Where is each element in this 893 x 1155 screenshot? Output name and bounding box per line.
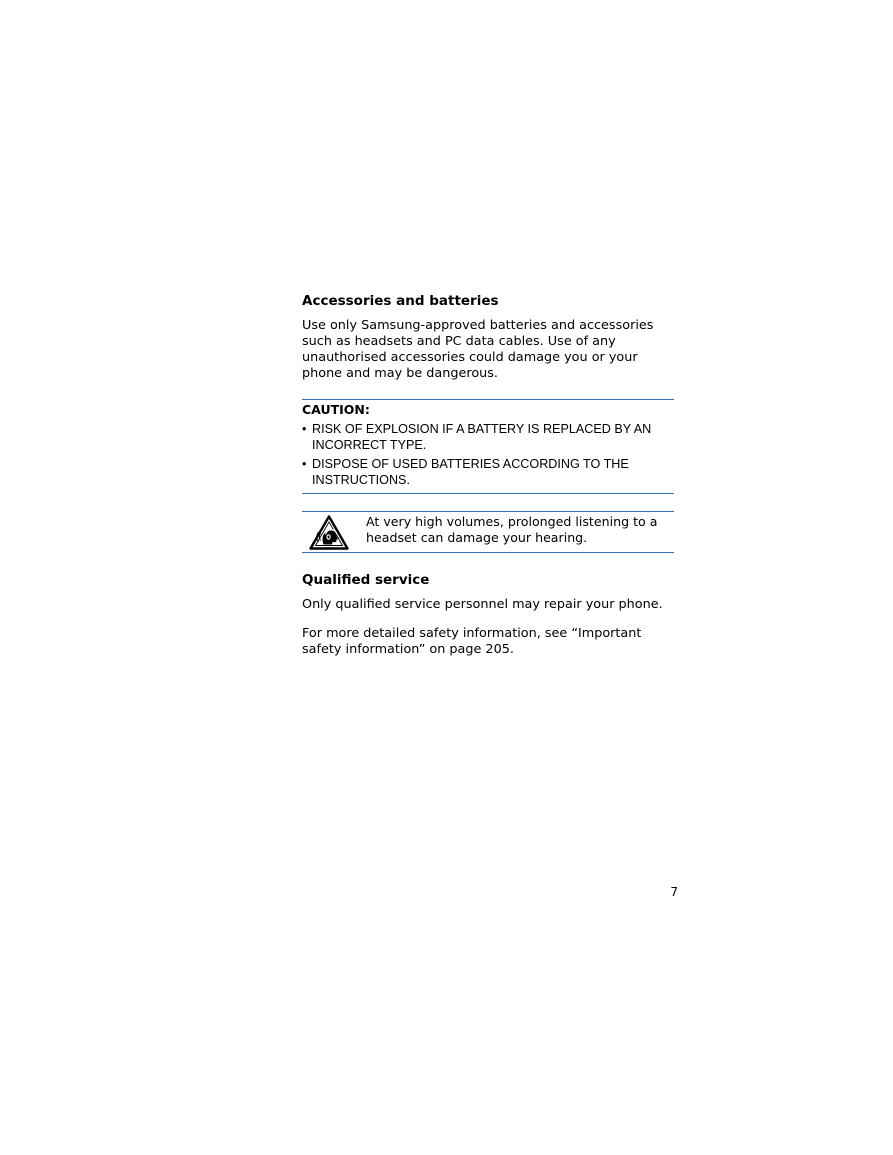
caution-item: [302, 421, 674, 453]
caution-list: [302, 421, 674, 488]
hearing-warning-icon: [309, 515, 349, 550]
qualified-service-heading: Qualified service: [302, 572, 430, 588]
bullet: •: [302, 422, 307, 436]
page-number: 7: [670, 885, 678, 899]
caution-title: CAUTION:: [302, 402, 370, 417]
more-info-text: For more detailed safety information, see “Important safety information” on page 205.: [302, 626, 642, 657]
hearing-warning-box: [302, 511, 674, 553]
hearing-warning-text: At very high volumes, prolonged listening to a headset can damage your hearing.: [366, 514, 658, 545]
accessories-body: Use only Samsung-approved batteries and accessories such as headsets and PC data cables. Use of any unauthorised accessories could damage you or your phone and may be dangerous.: [302, 318, 654, 381]
accessories-heading: Accessories and batteries: [302, 293, 499, 309]
caution-item: [302, 456, 674, 488]
caution-box: [302, 399, 674, 494]
caution-item-text: RISK OF EXPLOSION IF A BATTERY IS REPLACED BY AN INCORRECT TYPE.: [312, 422, 652, 452]
caution-item-text: DISPOSE OF USED BATTERIES ACCORDING TO THE INSTRUCTIONS.: [312, 457, 629, 487]
qualified-service-section: [302, 571, 674, 658]
accessories-section: [302, 292, 674, 382]
bullet: •: [302, 457, 307, 471]
page-content: [302, 292, 674, 658]
qualified-service-body: Only qualified service personnel may repair your phone.: [302, 597, 663, 612]
